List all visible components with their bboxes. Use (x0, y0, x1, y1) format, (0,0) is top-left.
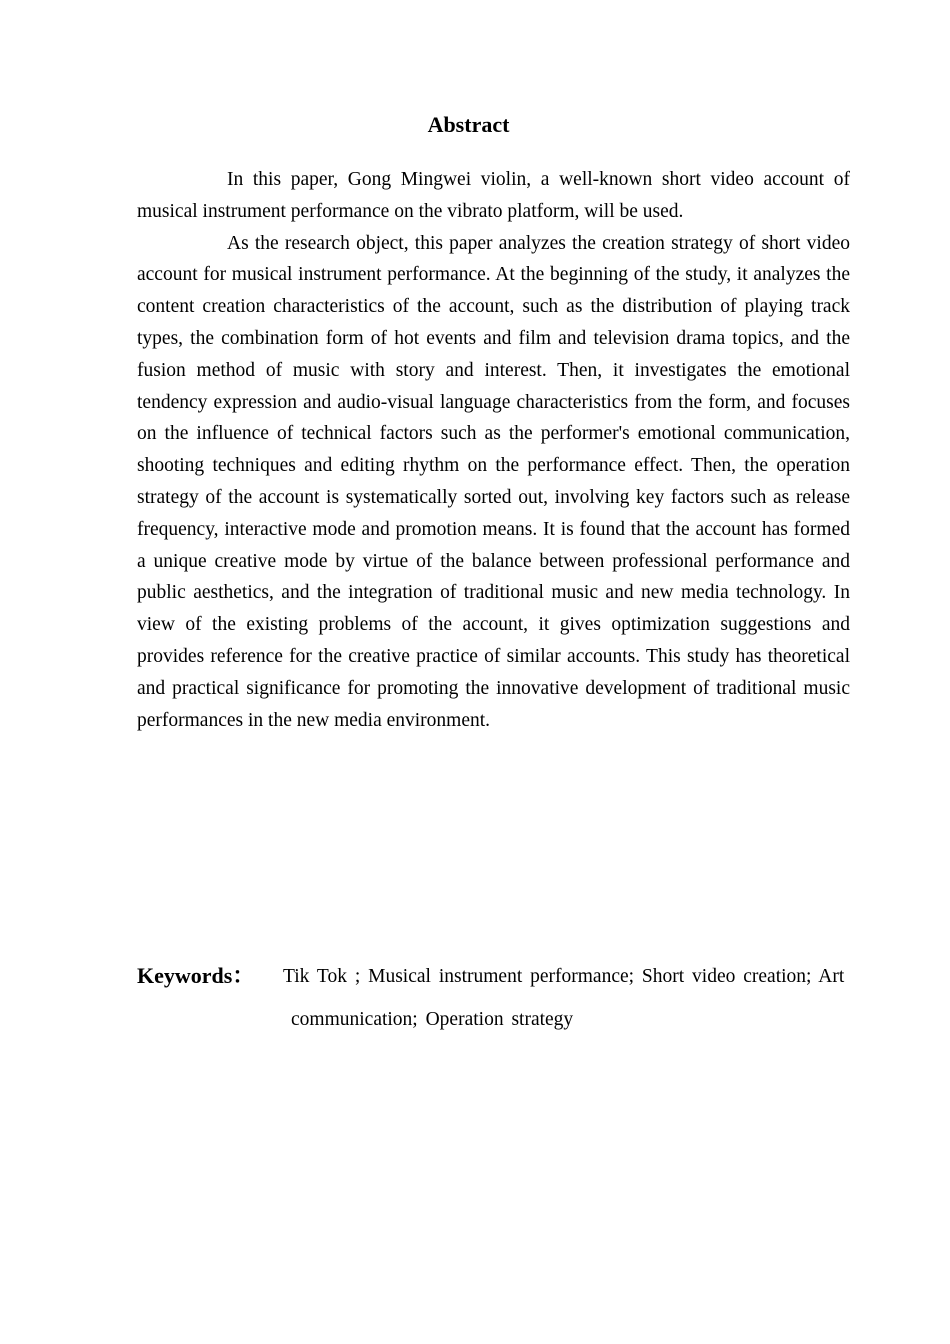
abstract-title: Abstract (427, 112, 510, 137)
keywords-list: Tik Tok ; Musical instrument performance; Short video creation; Art communication; Operation strategy (283, 966, 845, 1030)
abstract-paragraph-2: As the research object, this paper analyzes the creation strategy of short video account for musical instrument performance. At the beginning of the study, it analyzes the content creation characteristics of the account, such as the distribution of playing track types, the combination form of hot events and film and television drama topics, and the fusion method of music with story and interest. Then, it investigates the emotional tendency expression and audio-visual language characteristics from the form, and focuses on the influence of technical factors such as the performer's emotional communication, shooting techniques and editing rhythm on the performance effect. Then, the operation strategy of the account is systematically sorted out, involving key factors such as release frequency, interactive mode and promotion means. It is found that the account has formed a unique creative mode by virtue of the balance between professional performance and public aesthetics, and the integration of traditional music and new media technology. In view of the existing problems of the account, it gives optimization suggestions and provides reference for the creative practice of similar accounts. This study has theoretical and practical significance for promoting the innovative development of traditional music performances in the new media environment. (137, 232, 850, 731)
abstract-body (137, 164, 850, 736)
abstract-paragraph-1: In this paper, Gong Mingwei violin, a well-known short video account of musical instrument performance on the vibrato platform, will be used. (137, 169, 850, 222)
keywords-label: Keywords： (137, 963, 255, 988)
